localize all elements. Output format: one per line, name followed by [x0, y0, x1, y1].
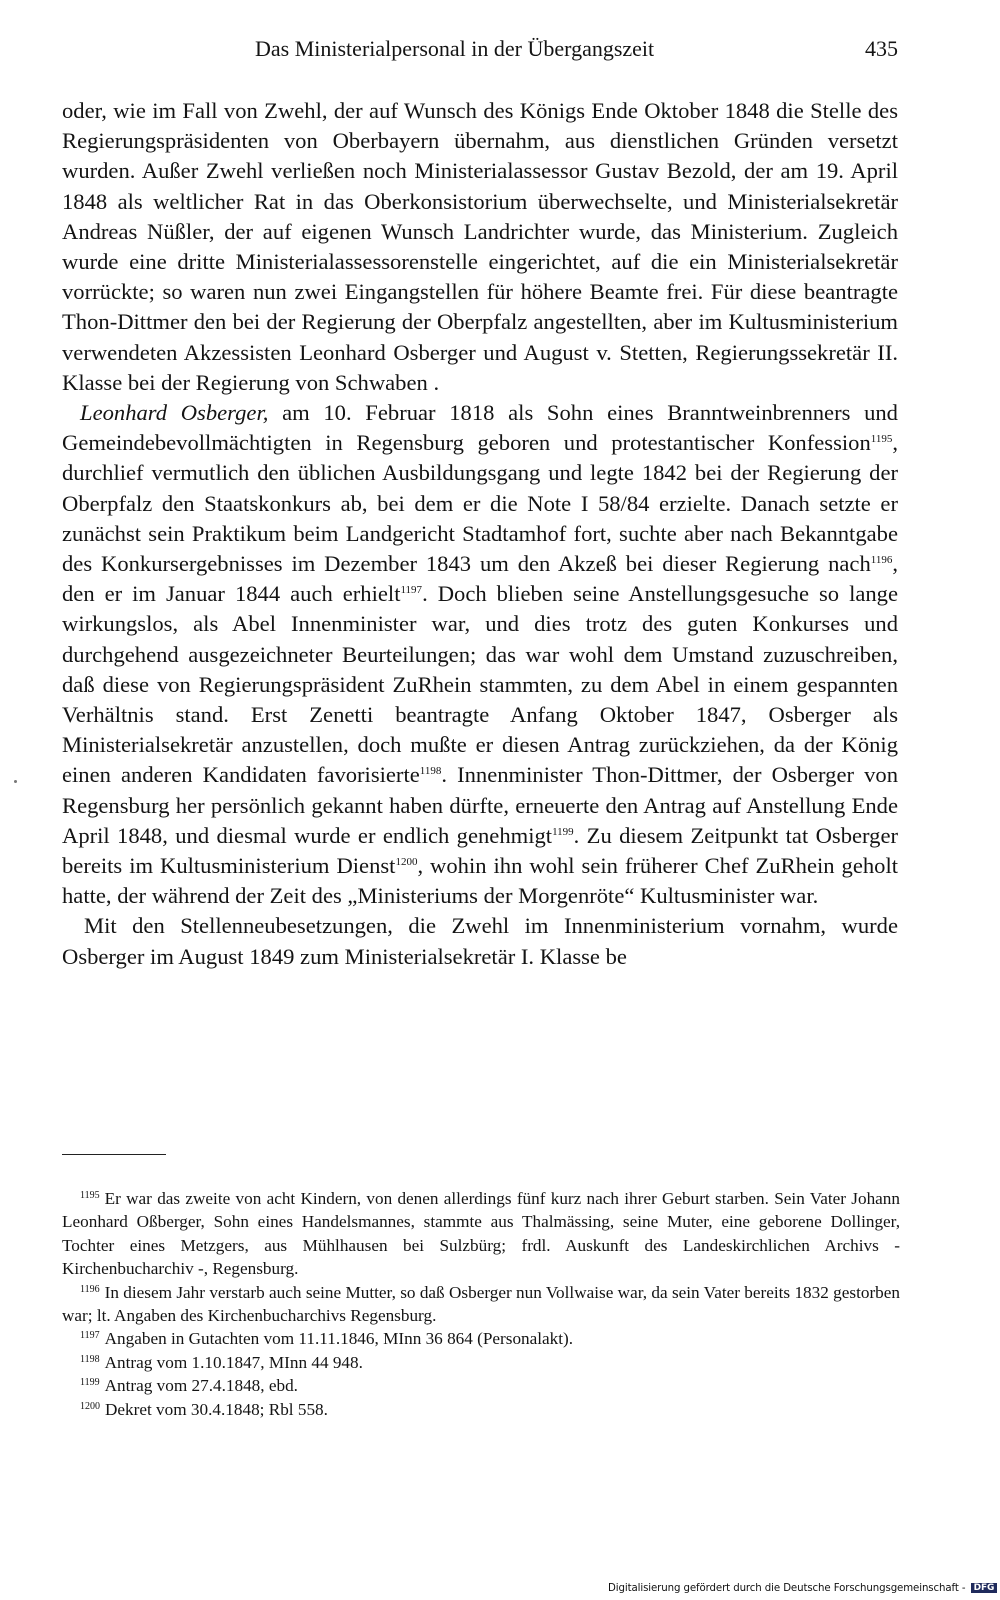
footnote-divider: [62, 1154, 166, 1155]
footnote-number: 1196: [80, 1283, 100, 1295]
page-number: 435: [865, 36, 898, 61]
text-segment: , wohin ihn wohl sein früherer Chef ZuRhein geholt hatte, der während der Zeit des „Ministeriums der Morgenröte“ Kultusminister war.: [62, 853, 898, 909]
text-segment: . Doch blieben seine Anstellungsgesuche so lange wirkungslos, als Abel Innenminister war, und dies trotz des guten Konkurses und durchgehend ausgezeichneter Beurteilungen; das war wohl dem Umstand zuzuschreiben, daß diese von Regierungspräsident ZuRhein stammten, zu dem Abel in einem gespannten Verhältnis stand. Erst Zenetti beantragte Anfang Oktober 1847, Osberger als Ministerialsekretär anzustellen, doch mußte er diesen Antrag zurückziehen, da der König einen anderen Kandidaten favorisierte: [62, 581, 898, 788]
text-segment: Mit den Stellenneubesetzungen, die Zwehl im Innenministerium vornahm, wurde Osberger im August 1849 zum Ministerialsekretär I. Klasse be: [62, 913, 898, 969]
running-head: [62, 36, 898, 66]
footnote: [62, 1327, 900, 1350]
footnote-reference: 1195: [870, 433, 893, 446]
text-segment: am 10. Februar 1818 als Sohn eines Branntweinbrenners und Gemeindebevollmächtigten in Regensburg geboren und protestantischer Konfession: [62, 400, 898, 456]
footnote-reference: 1199: [552, 825, 574, 838]
credit-text: Digitalisierung gefördert durch die Deutsche Forschungsgemeinschaft -: [608, 1583, 966, 1594]
footnote-text: Er war das zweite von acht Kindern, von denen allerdings fünf kurz nach ihrer Geburt starben. Sein Vater Johann Leonhard Oßberger, Sohn eines Handelsmannes, stammte aus Thalmässing, seine Muter, eine geborene Dollinger, Tochter eines Metzgers, aus Mühlhausen bei Sulzbürg; frdl. Auskunft des Landeskirchlichen Archivs - Kirchenbucharchiv -, Regensburg.: [62, 1189, 900, 1279]
paragraph: [62, 911, 898, 971]
footnote-reference: 1198: [419, 765, 442, 778]
footnote: [62, 1374, 900, 1397]
footnote: [62, 1281, 900, 1328]
footnote-number: 1197: [80, 1330, 100, 1342]
main-text: [62, 96, 898, 972]
footnote-reference: 1196: [870, 554, 893, 567]
text-segment: . Innenminister Thon-Dittmer, der Osberger von Regensburg her persönlich gekannt haben dürfte, erneuerte den Antrag auf Anstellung Ende April 1848, und diesmal wurde er endlich genehmigt: [62, 762, 898, 848]
footnote-number: 1195: [80, 1190, 100, 1201]
text-segment: , durchlief vermutlich den üblichen Ausbildungsgang und legte 1842 bei der Regierung der Oberpfalz den Staatskonkurs ab, bei dem er die Note I 58/84 erzielte. Danach setzte er zunächst sein Praktikum beim Landgericht Stadtamhof fort, suchte aber nach Bekanntgabe des Konkursergebnisses im Dezember 1843 um den Akzeß bei dieser Regierung nach: [62, 430, 898, 577]
footnote: [62, 1351, 900, 1374]
footnote-text: Antrag vom 27.4.1848, ebd.: [104, 1376, 298, 1396]
footnote: [62, 1398, 900, 1421]
footnote-number: 1199: [80, 1377, 100, 1389]
footnote-number: 1198: [80, 1353, 100, 1365]
running-title: Das Ministerialpersonal in der Übergangszeit: [255, 36, 655, 61]
footnote-reference: 1197: [400, 584, 423, 597]
footnote-number: 1200: [80, 1400, 100, 1412]
text-segment: . Zu diesem Zeitpunkt tat Osberger bereits im Kultusministerium Dienst: [62, 822, 898, 879]
footnote-text: Angaben in Gutachten vom 11.11.1846, MInn 36 864 (Personalakt).: [104, 1329, 574, 1349]
margin-speck: [14, 780, 17, 783]
text-segment: , den er im Januar 1844 auch erhielt: [62, 551, 898, 607]
footnotes: [62, 1187, 900, 1421]
text-segment: oder, wie im Fall von Zwehl, der auf Wunsch des Königs Ende Oktober 1848 die Stelle des Regierungspräsidenten von Oberbayern übernahm, aus dienstlichen Gründen versetzt wurden. Außer Zwehl verließen noch Ministerialassessor Gustav Bezold, der am 19. April 1848 als weltlicher Rat in das Oberkonsistorium überwechselte, und Ministerialsekretär Andreas Nüßler, der auf eigenen Wunsch Landrichter wurde, das Ministerium. Zugleich wurde eine dritte Ministerialassessorenstelle eingerichtet, auf die ein Ministerialsekretär vorrückte; so waren nun zwei Eingangstellen für höhere Beamte frei. Für diese beantragte Thon-Dittmer den bei der Regierung der Oberpfalz angestellten, aber im Kultusministerium verwendeten Akzessisten Leonhard Osberger und August v. Stetten, Regierungssekretär II. Klasse bei der Regierung von Schwaben .: [62, 98, 898, 395]
footnote-text: In diesem Jahr verstarb auch seine Mutter, so daß Osberger nun Vollwaise war, da sein Vater bereits 1832 gestorben war; lt. Angaben des Kirchenbucharchivs Regensburg.: [62, 1282, 900, 1326]
digitization-credit: [608, 1583, 997, 1597]
dfg-logo: DFG: [971, 1583, 998, 1593]
footnote-text: Antrag vom 1.10.1847, MInn 44 948.: [104, 1352, 363, 1372]
footnote-text: Dekret vom 30.4.1848; Rbl 558.: [105, 1399, 328, 1419]
footnote: [62, 1187, 900, 1281]
paragraph: [62, 96, 898, 398]
person-name: Leonhard Osberger,: [80, 400, 269, 426]
footnote-reference: 1200: [395, 856, 418, 869]
paragraph: [62, 398, 898, 911]
